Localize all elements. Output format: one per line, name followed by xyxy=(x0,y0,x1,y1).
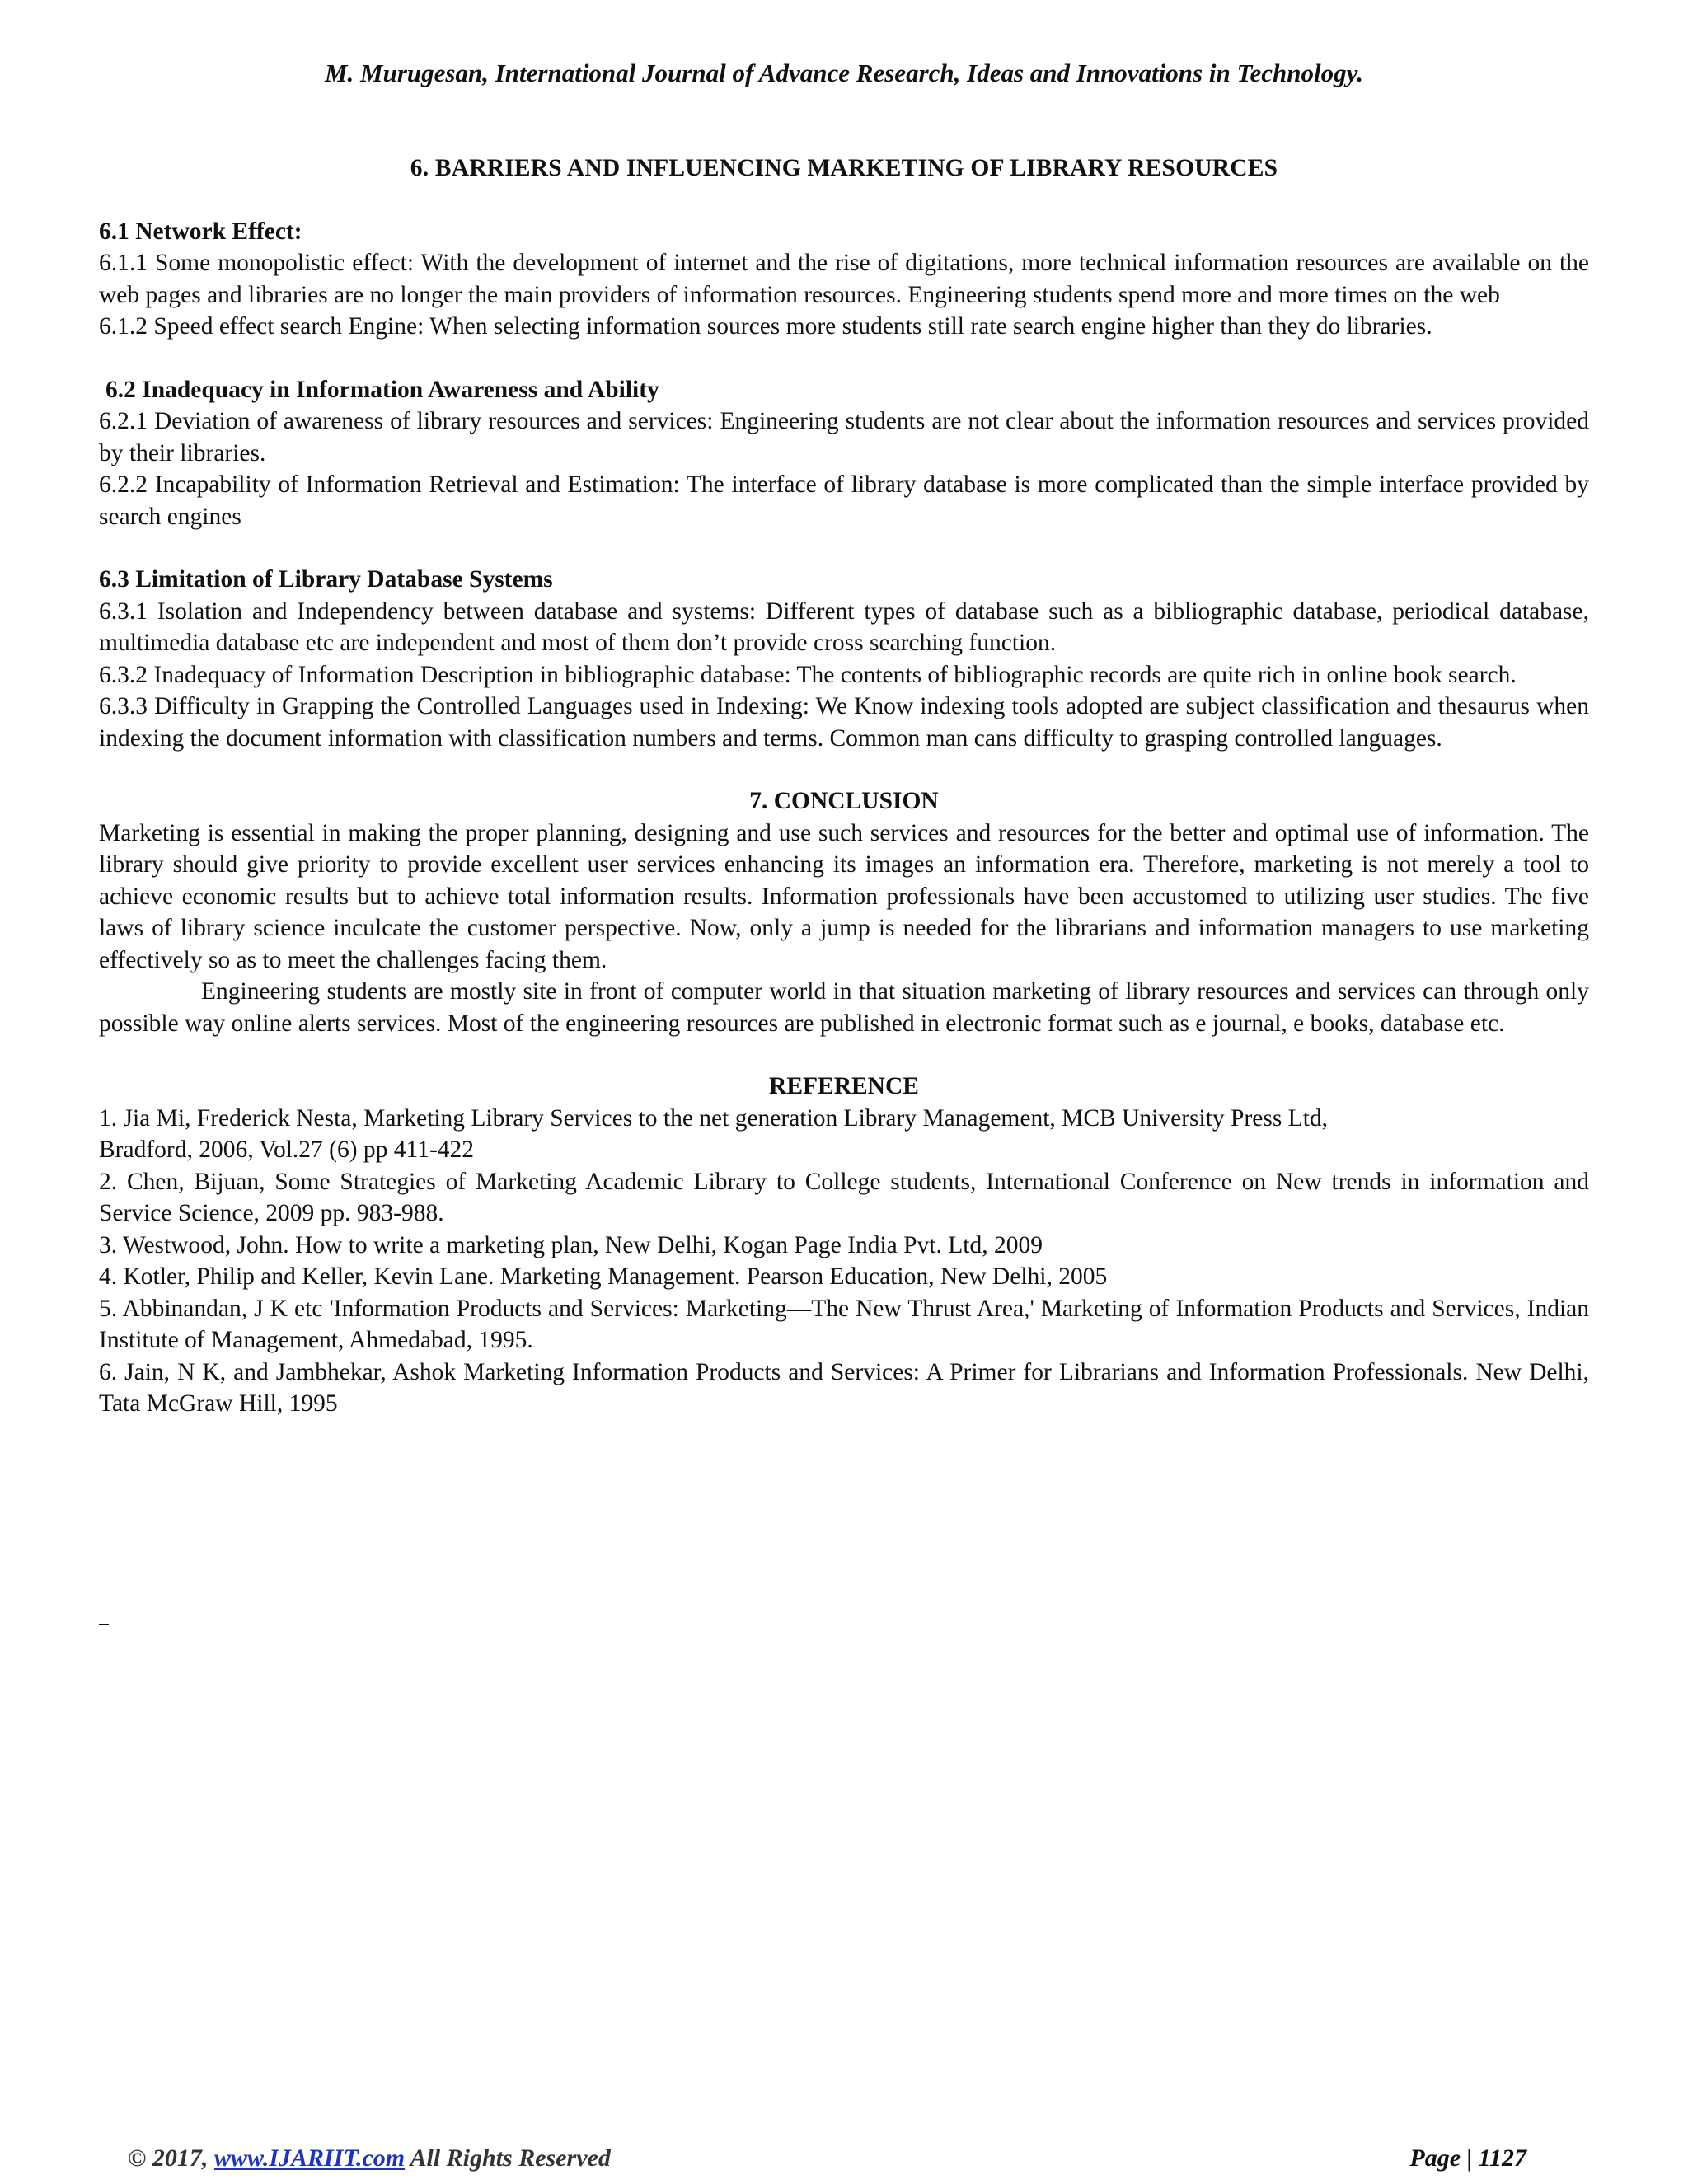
paragraph-6-3-2: 6.3.2 Inadequacy of Information Description in bibliographic database: The contents of bibliographic records are quite rich in online book search. xyxy=(99,661,1517,688)
references-section xyxy=(99,1071,1589,1420)
reference-item: 5. Abbinandan, J K etc 'Information Products and Services: Marketing—The New Thrust Area,' Marketing of Information Products and Services, Indian Institute of Management, Ahmedabad, 1995. xyxy=(99,1295,1589,1353)
subsection-6-3-heading: 6.3 Limitation of Library Database Systems xyxy=(99,566,553,593)
subsection-6-1-heading: 6.1 Network Effect: xyxy=(99,218,302,245)
paragraph-6-1-1: 6.1.1 Some monopolistic effect: With the development of internet and the rise of digitations, more technical information resources are available on the web pages and libraries are no longer the main providers of information resources. Engineering students spend more and more times on the web xyxy=(99,250,1589,308)
reference-item: 2. Chen, Bijuan, Some Strategies of Marketing Academic Library to College students, International Conference on New trends in information and Service Science, 2009 pp. 983-988. xyxy=(99,1168,1589,1226)
copyright-prefix: © 2017, xyxy=(128,2144,214,2172)
subsection-6-1 xyxy=(99,216,1589,343)
subsection-6-3 xyxy=(99,564,1589,754)
paragraph-6-3-3: 6.3.3 Difficulty in Grapping the Controlled Languages used in Indexing: We Know indexing tools adopted are subject classification and thesaurus when indexing the document information with classification numbers and terms. Common man cans difficulty to grasping controlled languages. xyxy=(99,693,1589,752)
section-7 xyxy=(99,785,1589,1039)
page-content xyxy=(99,152,1589,1420)
copyright-suffix: All Rights Reserved xyxy=(405,2144,611,2172)
section-7-heading: 7. CONCLUSION xyxy=(749,788,939,814)
reference-item: 3. Westwood, John. How to write a marketing plan, New Delhi, Kogan Page India Pvt. Ltd, 2009 xyxy=(99,1231,1043,1258)
paragraph-6-2-1: 6.2.1 Deviation of awareness of library resources and services: Engineering students are not clear about the information resources and services provided by their libraries. xyxy=(99,408,1589,466)
footer-copyright xyxy=(128,2144,611,2172)
stray-dash-mark xyxy=(99,1624,109,1625)
references-heading: REFERENCE xyxy=(769,1073,919,1099)
conclusion-paragraph-1: Marketing is essential in making the proper planning, designing and use such services and resources for the better and optimal use of information. The library should give priority to provide excellent user services enhancing its images an information era. Therefore, marketing is not merely a tool to achieve economic results but to achieve total information results. Information professionals have been accustomed to utilizing user studies. The five laws of library science inculcate the customer perspective. Now, only a jump is needed for the librarians and information managers to use marketing effectively so as to meet the challenges facing them. xyxy=(99,819,1589,973)
paragraph-6-1-2: 6.1.2 Speed effect search Engine: When selecting information sources more students still rate search engine higher than they do libraries. xyxy=(99,313,1432,340)
reference-item: 6. Jain, N K, and Jambhekar, Ashok Marketing Information Products and Services: A Primer for Librarians and Information Professionals. New Delhi, Tata McGraw Hill, 1995 xyxy=(99,1358,1589,1417)
paragraph-6-2-2: 6.2.2 Incapability of Information Retrieval and Estimation: The interface of library database is more complicated than the simple interface provided by search engines xyxy=(99,471,1589,530)
running-header: M. Murugesan, International Journal of Advance Research, Ideas and Innovations in Technology. xyxy=(324,59,1364,87)
paragraph-6-3-1: 6.3.1 Isolation and Independency between database and systems: Different types of database such as a bibliographic database, periodical database, multimedia database etc are independent and most of them don’t provide cross searching function. xyxy=(99,598,1589,656)
journal-website-link[interactable]: www.IJARIIT.com xyxy=(213,2144,406,2172)
reference-item: 4. Kotler, Philip and Keller, Kevin Lane. Marketing Management. Pearson Education, New Delhi, 2005 xyxy=(99,1263,1108,1290)
subsection-6-2-heading: 6.2 Inadequacy in Information Awareness and Ability xyxy=(106,376,659,403)
reference-item: 1. Jia Mi, Frederick Nesta, Marketing Library Services to the net generation Library Management, MCB University Press Ltd, xyxy=(99,1104,1329,1132)
page-number: Page | 1127 xyxy=(1409,2144,1526,2172)
subsection-6-2 xyxy=(99,374,1589,533)
conclusion-paragraph-2: Engineering students are mostly site in front of computer world in that situation marketing of library resources and services can through only possible way online alerts services. Most of the engineering resources are published in electronic format such as e journal, e books, database etc. xyxy=(99,978,1589,1037)
section-6-heading: 6. BARRIERS AND INFLUENCING MARKETING OF LIBRARY RESOURCES xyxy=(410,155,1278,181)
reference-item: Bradford, 2006, Vol.27 (6) pp 411-422 xyxy=(99,1137,475,1163)
